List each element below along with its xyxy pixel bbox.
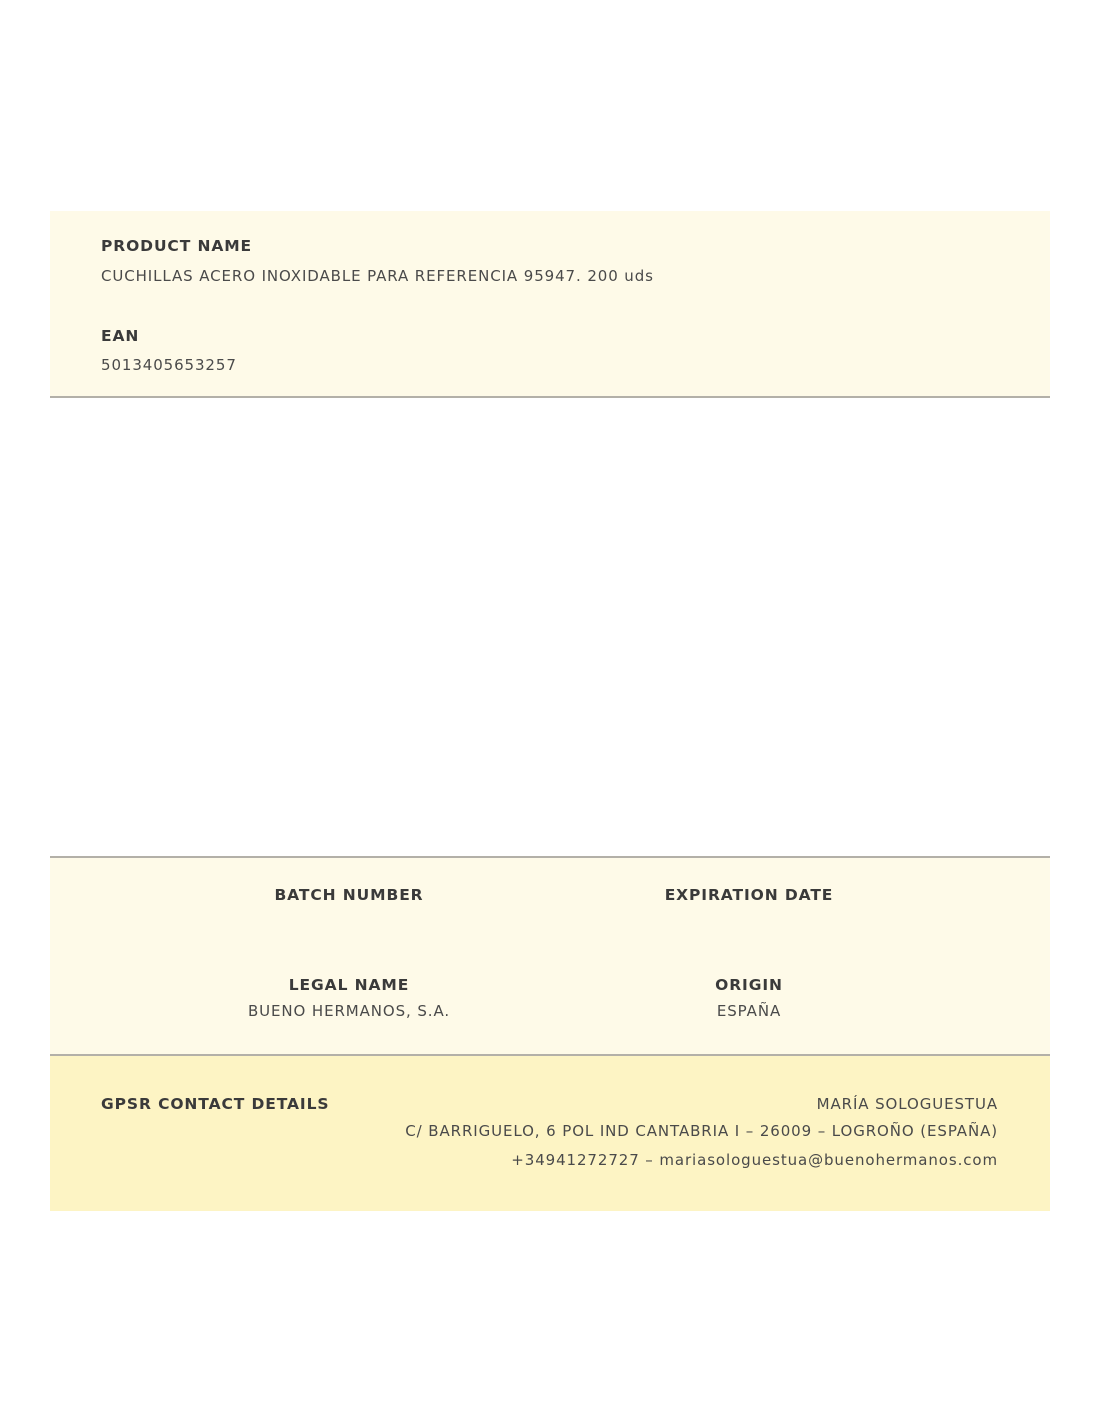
expiration-date-field [549,886,949,912]
legal-name-label: LEGAL NAME [288,976,410,994]
batch-number-label: BATCH NUMBER [274,886,424,904]
gpsr-contact-address: C/ BARRIGUELO, 6 POL IND CANTABRIA I – 26009 – LOGROÑO (ESPAÑA) [405,1122,998,1140]
gpsr-contact-panel [50,1056,1050,1211]
product-name-value: CUCHILLAS ACERO INOXIDABLE PARA REFERENCIA 95947. 200 uds [101,267,654,285]
gpsr-contact-name: MARÍA SOLOGUESTUA [816,1095,998,1113]
product-name-label: PRODUCT NAME [101,237,253,255]
ean-value: 5013405653257 [101,356,237,374]
origin-field [549,976,949,1020]
product-details-panel [50,856,1050,1056]
product-info-panel [50,211,1050,398]
gpsr-contact-label: GPSR CONTACT DETAILS [101,1095,330,1113]
batch-number-field [149,886,549,912]
legal-name-value: BUENO HERMANOS, S.A. [247,1002,451,1020]
gpsr-contact-phone-email: +34941272727 – mariasologuestua@buenohermanos.com [511,1151,998,1169]
expiration-date-label: EXPIRATION DATE [664,886,834,904]
origin-value: ESPAÑA [716,1002,782,1020]
origin-label: ORIGIN [715,976,783,994]
ean-label: EAN [101,327,140,345]
legal-name-field [149,976,549,1020]
